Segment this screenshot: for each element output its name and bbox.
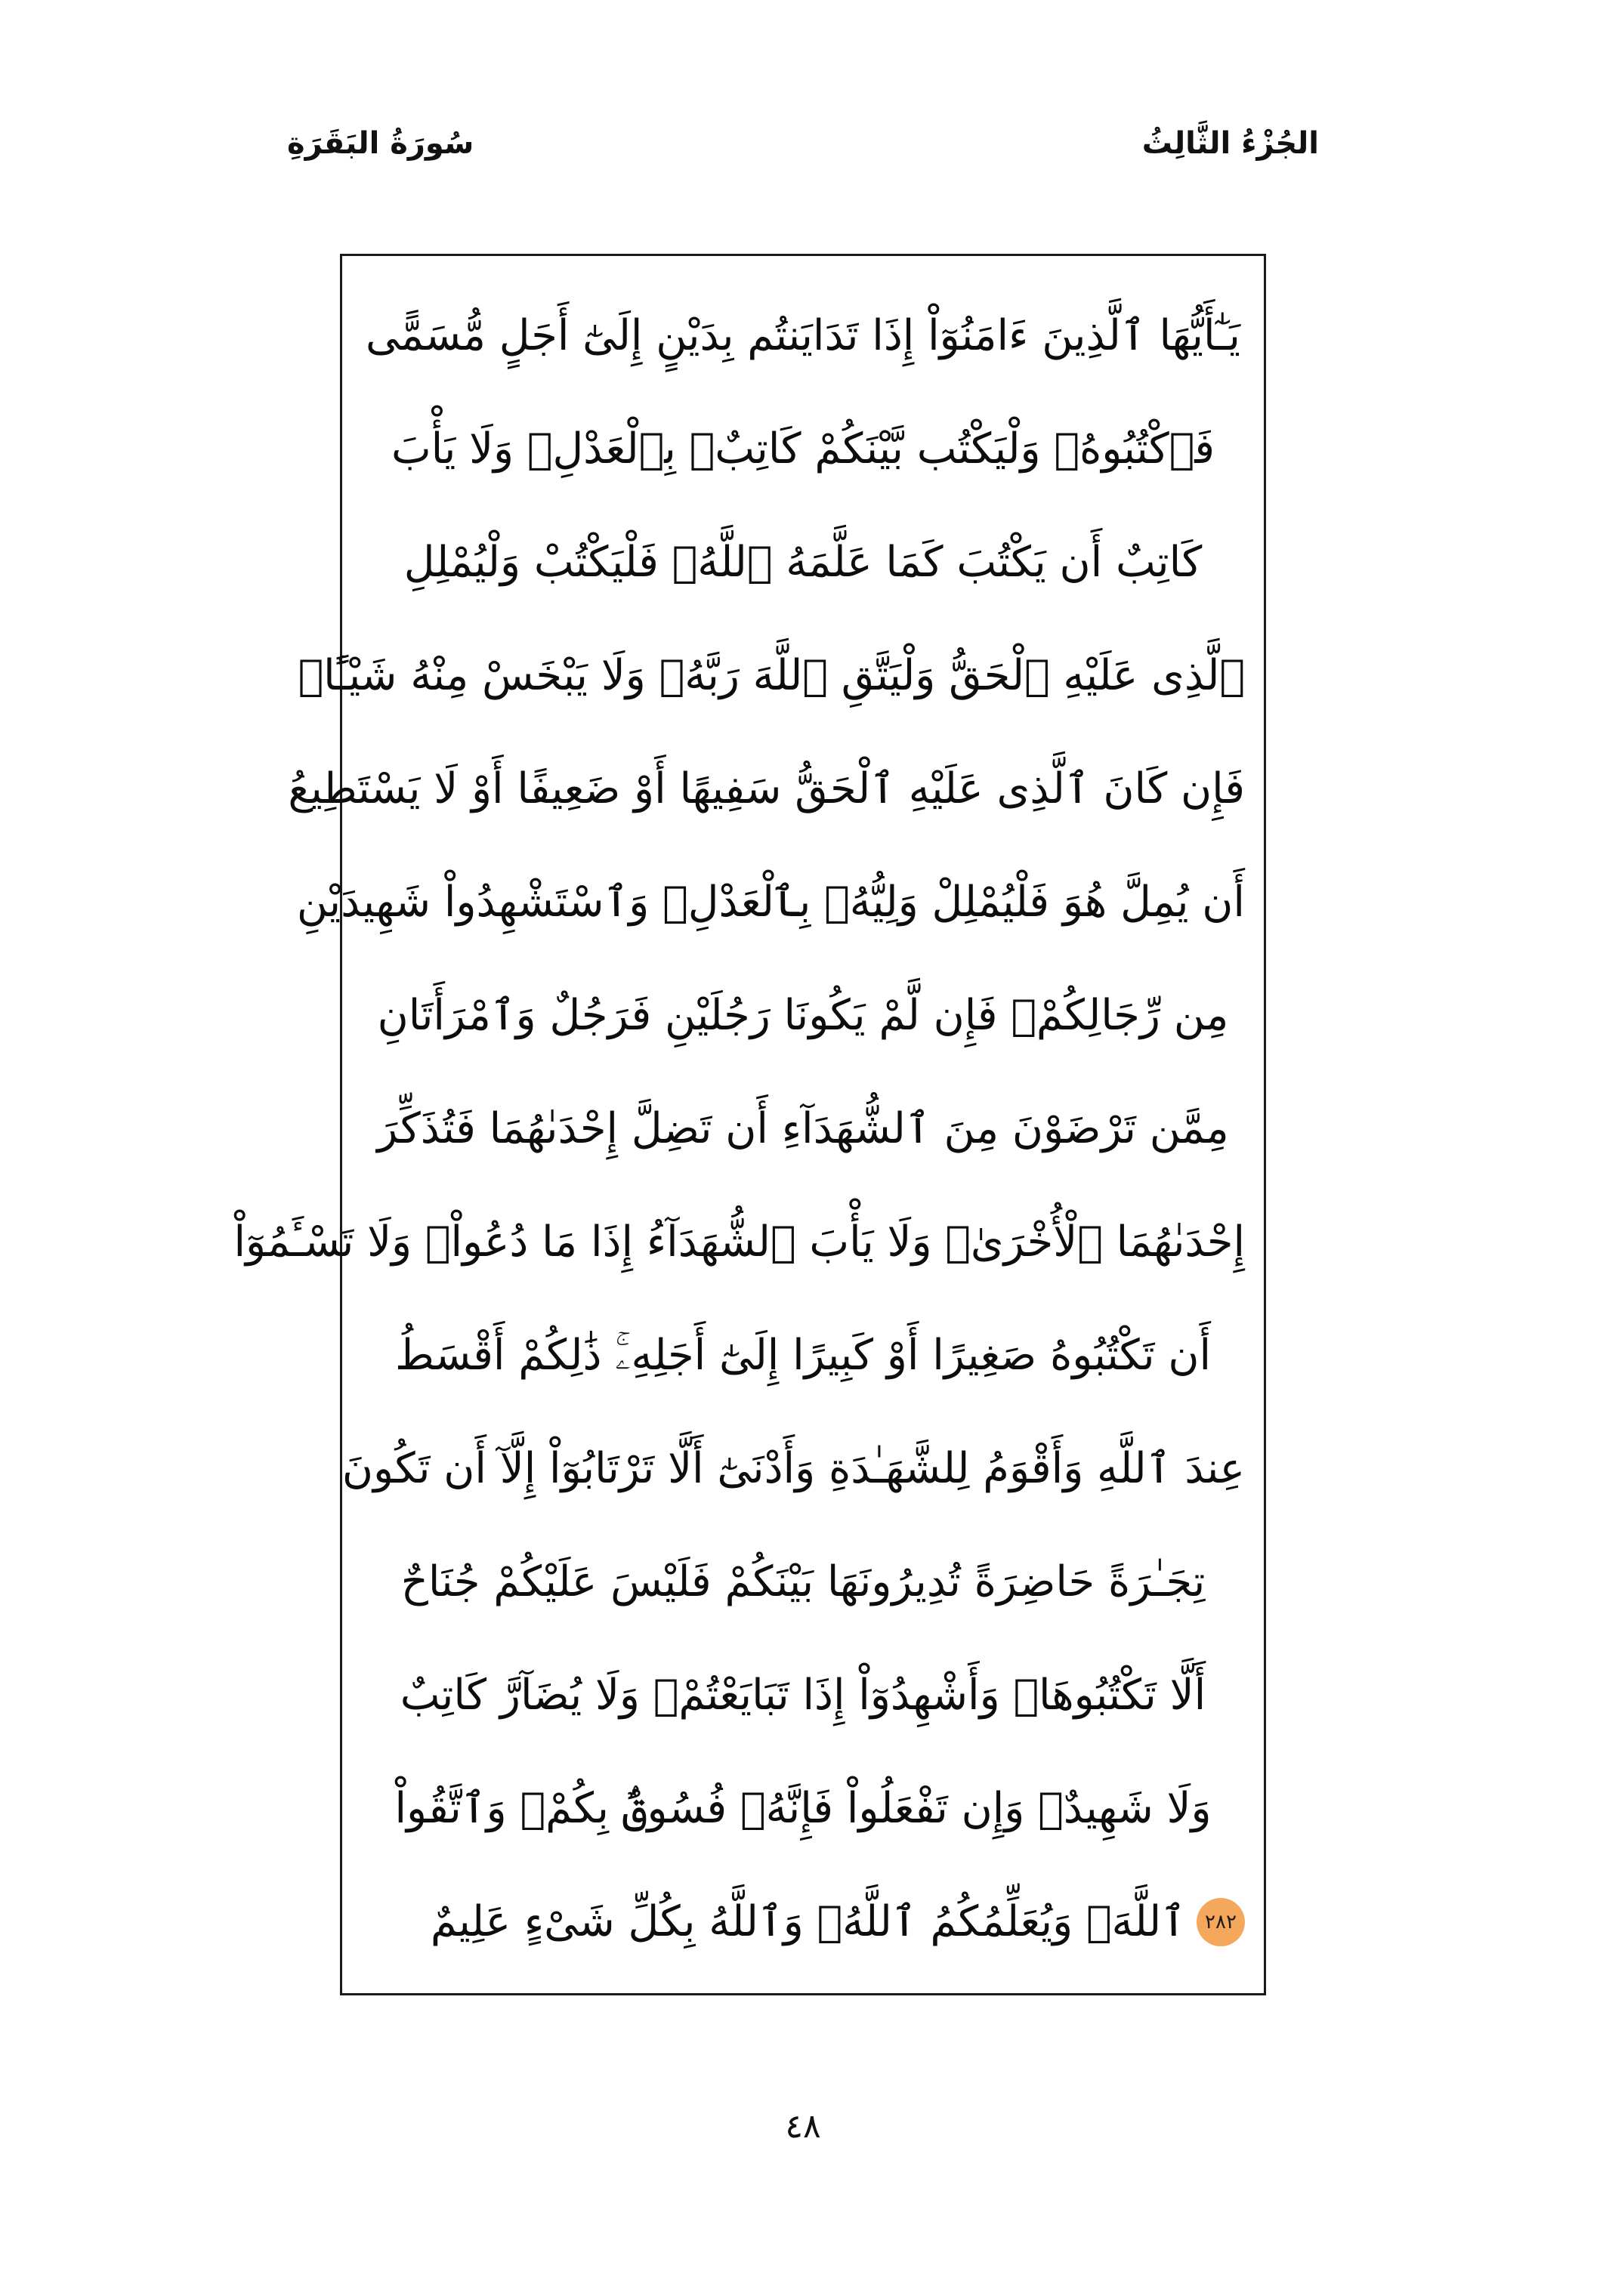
frame-scallop: [268, 1723, 294, 1748]
frame-scallop: [1312, 824, 1338, 850]
frame-scallop: [1312, 1106, 1338, 1132]
frame-scallop: [936, 2041, 962, 2067]
frame-scallop: [1312, 1004, 1338, 1029]
frame-scallop: [1312, 1029, 1338, 1055]
frame-scallop: [268, 182, 294, 208]
frame-scallop: [962, 182, 987, 208]
ayah-line: يَـٰٓأَيُّهَا ٱلَّذِينَ ءَامَنُوٓاْ إِذَا تَدَايَنتُم بِدَيْنٍ إِلَىٰٓ أَجَلٍ مُّسَمًّى: [365, 311, 1240, 360]
frame-scallop: [1312, 413, 1338, 439]
frame-scallop: [885, 182, 910, 208]
frame-scallop: [1312, 901, 1338, 927]
frame-scallop: [268, 285, 294, 310]
frame-scallop: [268, 233, 294, 259]
frame-scallop: [268, 1825, 294, 1851]
frame-scallop: [808, 2041, 833, 2067]
frame-scallop: [1312, 233, 1338, 259]
frame-scallop: [294, 2041, 320, 2067]
frame-scallop: [268, 1697, 294, 1723]
frame-scallop: [1312, 1800, 1338, 1825]
surah-label: سُورَةُ البَقَرَةِ: [287, 126, 474, 161]
frame-scallop: [910, 182, 936, 208]
frame-scallop: [268, 1029, 294, 1055]
ayah-line: ٱلَّذِى عَلَيْهِ ٱلْحَقُّ وَلْيَتَّقِ ٱللَّهَ رَبَّهُۥ وَلَا يَبْخَسْ مِنْهُ شَيْـًٔاۚ: [298, 651, 1245, 700]
frame-scallop: [1312, 978, 1338, 1004]
frame-scallop: [1312, 490, 1338, 516]
frame-scallop: [1312, 798, 1338, 824]
ayah-line: كَاتِبٌ أَن يَكْتُبَ كَمَا عَلَّمَهُ ٱللَّهُۚ فَلْيَكْتُبْ وَلْيُمْلِلِ: [403, 538, 1203, 587]
frame-scallop: [268, 336, 294, 362]
frame-scallop: [936, 182, 962, 208]
frame-scallop: [320, 2041, 345, 2067]
frame-scallop: [1312, 1055, 1338, 1081]
frame-scallop: [833, 2041, 859, 2067]
frame-scallop: [268, 1877, 294, 1903]
frame-scallop: [679, 182, 705, 208]
juz-label: الجُزْءُ الثَّالِثُ: [1141, 126, 1319, 161]
frame-scallop: [1013, 182, 1039, 208]
ayah-line: أَن تَكْتُبُوهُ صَغِيرًا أَوْ كَبِيرًا إِلَىٰٓ أَجَلِهِۦۚ ذَٰلِكُمْ أَقْسَطُ: [394, 1331, 1212, 1380]
frame-scallop: [268, 1569, 294, 1594]
frame-scallop: [782, 182, 808, 208]
frame-scallop: [268, 567, 294, 593]
frame-scallop: [294, 182, 320, 208]
frame-scallop: [859, 182, 885, 208]
frame-scallop: [1270, 2041, 1296, 2067]
frame-scallop: [1141, 182, 1167, 208]
frame-scallop: [1312, 1620, 1338, 1646]
frame-scallop: [1312, 387, 1338, 413]
frame-scallop: [756, 2041, 782, 2067]
frame-scallop: [268, 875, 294, 901]
page-header: [287, 113, 1319, 174]
frame-scallop: [268, 696, 294, 721]
frame-scallop: [1064, 2041, 1090, 2067]
frame-scallop: [268, 1312, 294, 1338]
frame-scallop: [525, 182, 551, 208]
ayah-line: وَلَا شَهِيدٌۚ وَإِن تَفْعَلُواْ فَإِنَّهُۥ فُسُوقٌۢ بِكُمْۗ وَٱتَّقُواْ: [394, 1784, 1212, 1833]
ayah-line: إِحْدَىٰهُمَا ٱلْأُخْرَىٰۚ وَلَا يَأْبَ ٱلشُّهَدَآءُ إِذَا مَا دُعُواْۚ وَلَا تَسْـَٔمُوٓاْ: [233, 1217, 1245, 1267]
frame-scallop: [268, 1594, 294, 1620]
frame-scallop: [268, 1081, 294, 1106]
frame-scallop: [268, 1415, 294, 1440]
frame-scallop: [499, 2041, 525, 2067]
frame-scallop: [1312, 850, 1338, 875]
frame-scallop: [1312, 567, 1338, 593]
frame-scallop: [268, 1620, 294, 1646]
frame-scallop: [1312, 1235, 1338, 1261]
frame-scallop: [1312, 1569, 1338, 1594]
frame-scallop: [268, 1774, 294, 1800]
frame-scallop: [422, 182, 448, 208]
frame-scallop: [268, 310, 294, 336]
frame-scallop: [1312, 644, 1338, 670]
frame-scallop: [268, 1004, 294, 1029]
frame-scallop: [1312, 1594, 1338, 1620]
frame-scallop: [1312, 516, 1338, 542]
frame-scallop: [1312, 2031, 1338, 2057]
quran-text-body: [233, 279, 1245, 1971]
frame-scallop: [1090, 182, 1116, 208]
frame-scallop: [268, 670, 294, 696]
frame-scallop: [1312, 747, 1338, 773]
frame-scallop: [320, 182, 345, 208]
frame-scallop: [268, 490, 294, 516]
frame-scallop: [268, 1646, 294, 1671]
frame-scallop: [1193, 2041, 1218, 2067]
frame-scallop: [1312, 1954, 1338, 1980]
frame-scallop: [1312, 1183, 1338, 1209]
frame-scallop: [268, 1928, 294, 1954]
page-number: ٤٨: [785, 2107, 821, 2146]
ayah-line-text: ٱللَّهَۖ وَيُعَلِّمُكُمُ ٱللَّهُۗ وَٱللَّهُ بِكُلِّ شَىْءٍ عَلِيمٌ: [430, 1897, 1186, 1946]
ayah-line: مِن رِّجَالِكُمْۖ فَإِن لَّمْ يَكُونَا رَجُلَيْنِ فَرَجُلٌ وَٱمْرَأَتَانِ: [377, 991, 1229, 1040]
frame-scallop: [576, 2041, 602, 2067]
frame-scallop: [602, 2041, 628, 2067]
page-footer: [0, 2107, 1606, 2146]
frame-scallop: [1312, 464, 1338, 490]
frame-scallop: [730, 2041, 756, 2067]
frame-scallop: [268, 1671, 294, 1697]
frame-scallop: [628, 2041, 653, 2067]
frame-scallop: [1312, 1774, 1338, 1800]
frame-scallop: [1312, 1492, 1338, 1517]
ayah-line-final: [361, 1866, 1245, 1979]
frame-scallop: [1218, 182, 1244, 208]
frame-scallop: [1116, 2041, 1141, 2067]
frame-scallop: [268, 1903, 294, 1928]
ayah-line: تِجَـٰرَةً حَاضِرَةً تُدِيرُونَهَا بَيْنَكُمْ فَلَيْسَ عَلَيْكُمْ جُنَاحٌ: [400, 1557, 1206, 1606]
frame-scallop: [1039, 2041, 1064, 2067]
frame-scallop: [1013, 2041, 1039, 2067]
frame-scallop: [371, 182, 397, 208]
frame-scallop: [268, 952, 294, 978]
frame-scallop: [1312, 1877, 1338, 1903]
frame-scallop: [448, 182, 474, 208]
frame-scallop: [268, 901, 294, 927]
frame-scallop: [1270, 182, 1296, 208]
frame-scallop: [268, 1158, 294, 1183]
ayah-line: مِمَّن تَرْضَوْنَ مِنَ ٱلشُّهَدَآءِ أَن تَضِلَّ إِحْدَىٰهُمَا فَتُذَكِّرَ: [377, 1104, 1229, 1153]
frame-scallop: [1312, 1851, 1338, 1877]
frame-scallop: [1312, 952, 1338, 978]
frame-scallop: [1167, 2041, 1193, 2067]
frame-scallop: [1312, 593, 1338, 619]
frame-scallop: [268, 1543, 294, 1569]
frame-scallop: [551, 2041, 576, 2067]
frame-scallop: [705, 182, 730, 208]
frame-scallop: [1116, 182, 1141, 208]
frame-scallop: [1312, 285, 1338, 310]
frame-scallop: [1312, 2005, 1338, 2031]
frame-scallop: [1312, 1748, 1338, 1774]
frame-scallop: [268, 619, 294, 644]
frame-scallop: [1312, 336, 1338, 362]
frame-scallop: [1312, 1671, 1338, 1697]
frame-scallop: [268, 259, 294, 285]
frame-scallop: [268, 1132, 294, 1158]
frame-scallop: [268, 593, 294, 619]
frame-scallop: [1312, 1440, 1338, 1466]
frame-scallop: [268, 516, 294, 542]
frame-scallop: [371, 2041, 397, 2067]
frame-scallop: [1312, 310, 1338, 336]
frame-scallop: [525, 2041, 551, 2067]
ayah-line: عِندَ ٱللَّهِ وَأَقْوَمُ لِلشَّهَـٰدَةِ وَأَدْنَىٰٓ أَلَّا تَرْتَابُوٓاْ إِلَّآ أَن تَكُونَ: [341, 1444, 1245, 1493]
frame-scallop: [1312, 542, 1338, 567]
frame-scallop: [1312, 1928, 1338, 1954]
frame-scallop: [987, 182, 1013, 208]
ayah-line: أَن يُمِلَّ هُوَ فَلْيُمْلِلْ وَلِيُّهُۥ بِٱلْعَدْلِۚ وَٱسْتَشْهِدُواْ شَهِيدَيْنِ: [296, 878, 1245, 927]
frame-scallop: [268, 1980, 294, 2005]
frame-scallop: [756, 182, 782, 208]
frame-scallop: [551, 182, 576, 208]
frame-scallop: [1090, 2041, 1116, 2067]
frame-scallop: [1312, 259, 1338, 285]
frame-scallop: [268, 387, 294, 413]
ayah-number-marker: ٢٨٢: [1197, 1898, 1245, 1946]
frame-scallop: [962, 2041, 987, 2067]
frame-scallop: [268, 978, 294, 1004]
frame-scallop: [1312, 619, 1338, 644]
frame-scallop: [268, 439, 294, 464]
frame-scallop: [1193, 182, 1218, 208]
frame-scallop: [1312, 208, 1338, 233]
frame-scallop: [1312, 1415, 1338, 1440]
frame-scallop: [268, 1055, 294, 1081]
frame-scallop: [268, 1338, 294, 1363]
frame-scallop: [268, 1748, 294, 1774]
frame-scallop: [268, 1466, 294, 1492]
frame-scallop: [397, 182, 422, 208]
frame-scallop: [910, 2041, 936, 2067]
frame-scallop: [576, 182, 602, 208]
frame-scallop: [679, 2041, 705, 2067]
frame-scallop: [268, 208, 294, 233]
frame-scallop: [1141, 2041, 1167, 2067]
frame-scallop: [1312, 1697, 1338, 1723]
frame-scallop: [474, 2041, 499, 2067]
frame-scallop: [1312, 670, 1338, 696]
frame-scallop: [1312, 875, 1338, 901]
frame-scallop: [268, 464, 294, 490]
frame-scallop: [1312, 773, 1338, 798]
frame-scallop: [268, 413, 294, 439]
frame-scallop: [1312, 1286, 1338, 1312]
frame-scallop: [782, 2041, 808, 2067]
frame-scallop: [1312, 1646, 1338, 1671]
frame-scallop: [268, 2005, 294, 2031]
frame-scallop: [268, 1851, 294, 1877]
frame-scallop: [1312, 1158, 1338, 1183]
frame-scallop: [474, 182, 499, 208]
frame-scallop: [345, 182, 371, 208]
frame-scallop: [1167, 182, 1193, 208]
frame-scallop: [268, 1492, 294, 1517]
frame-scallop: [808, 182, 833, 208]
frame-scallop: [1039, 182, 1064, 208]
frame-scallop: [1312, 927, 1338, 952]
frame-scallop: [1312, 1338, 1338, 1363]
frame-scallop: [268, 1800, 294, 1825]
frame-scallop: [653, 2041, 679, 2067]
frame-scallop: [1312, 1543, 1338, 1569]
frame-scallop: [1312, 1723, 1338, 1748]
frame-scallop: [1312, 1466, 1338, 1492]
frame-scallop: [422, 2041, 448, 2067]
frame-scallop: [397, 2041, 422, 2067]
frame-scallop: [1312, 1903, 1338, 1928]
frame-scallop: [268, 1517, 294, 1543]
frame-scallop: [1218, 2041, 1244, 2067]
frame-scallop: [1312, 1312, 1338, 1338]
frame-scallop: [268, 1106, 294, 1132]
frame-scallop: [448, 2041, 474, 2067]
frame-scallop: [268, 927, 294, 952]
ayah-line: فَٱكْتُبُوهُۚ وَلْيَكْتُب بَّيْنَكُمْ كَاتِبٌۢ بِٱلْعَدْلِۚ وَلَا يَأْبَ: [391, 424, 1215, 474]
frame-scallop: [1312, 182, 1338, 208]
ayah-line: فَإِن كَانَ ٱلَّذِى عَلَيْهِ ٱلْحَقُّ سَفِيهًا أَوْ ضَعِيفًا أَوْ لَا يَسْتَطِيعُ: [288, 764, 1245, 813]
frame-scallop: [1312, 1132, 1338, 1158]
frame-scallop: [1312, 1261, 1338, 1286]
frame-scallop: [268, 542, 294, 567]
frame-scallop: [1312, 1081, 1338, 1106]
frame-scallop: [1312, 1980, 1338, 2005]
frame-scallop: [268, 644, 294, 670]
frame-scallop: [268, 1954, 294, 1980]
frame-scallop: [987, 2041, 1013, 2067]
frame-scallop: [268, 1389, 294, 1415]
frame-scallop: [1244, 182, 1270, 208]
frame-scallop: [268, 2031, 294, 2057]
frame-scallop: [268, 850, 294, 875]
frame-scallop: [1312, 1517, 1338, 1543]
ayah-line: أَلَّا تَكْتُبُوهَاۗ وَأَشْهِدُوٓاْ إِذَا تَبَايَعْتُمْۚ وَلَا يُضَآرَّ كَاتِبٌ: [400, 1671, 1206, 1720]
frame-scallop: [730, 182, 756, 208]
frame-scallop: [859, 2041, 885, 2067]
frame-scallop: [1312, 721, 1338, 747]
frame-scallop: [268, 362, 294, 387]
frame-scallop: [1312, 1389, 1338, 1415]
frame-scallop: [653, 182, 679, 208]
frame-scallop: [1312, 439, 1338, 464]
frame-scallop: [1244, 2041, 1270, 2067]
frame-scallop: [602, 182, 628, 208]
frame-scallop: [1064, 182, 1090, 208]
frame-scallop: [885, 2041, 910, 2067]
frame-scallop: [499, 182, 525, 208]
frame-scallop: [1312, 362, 1338, 387]
frame-scallop: [628, 182, 653, 208]
frame-scallop: [1312, 1825, 1338, 1851]
frame-scallop: [1312, 696, 1338, 721]
frame-scallop: [345, 2041, 371, 2067]
frame-scallop: [1312, 1363, 1338, 1389]
frame-scallop: [705, 2041, 730, 2067]
frame-scallop: [833, 182, 859, 208]
frame-scallop: [1312, 1209, 1338, 1235]
frame-scallop: [268, 1440, 294, 1466]
frame-scallop: [268, 1363, 294, 1389]
